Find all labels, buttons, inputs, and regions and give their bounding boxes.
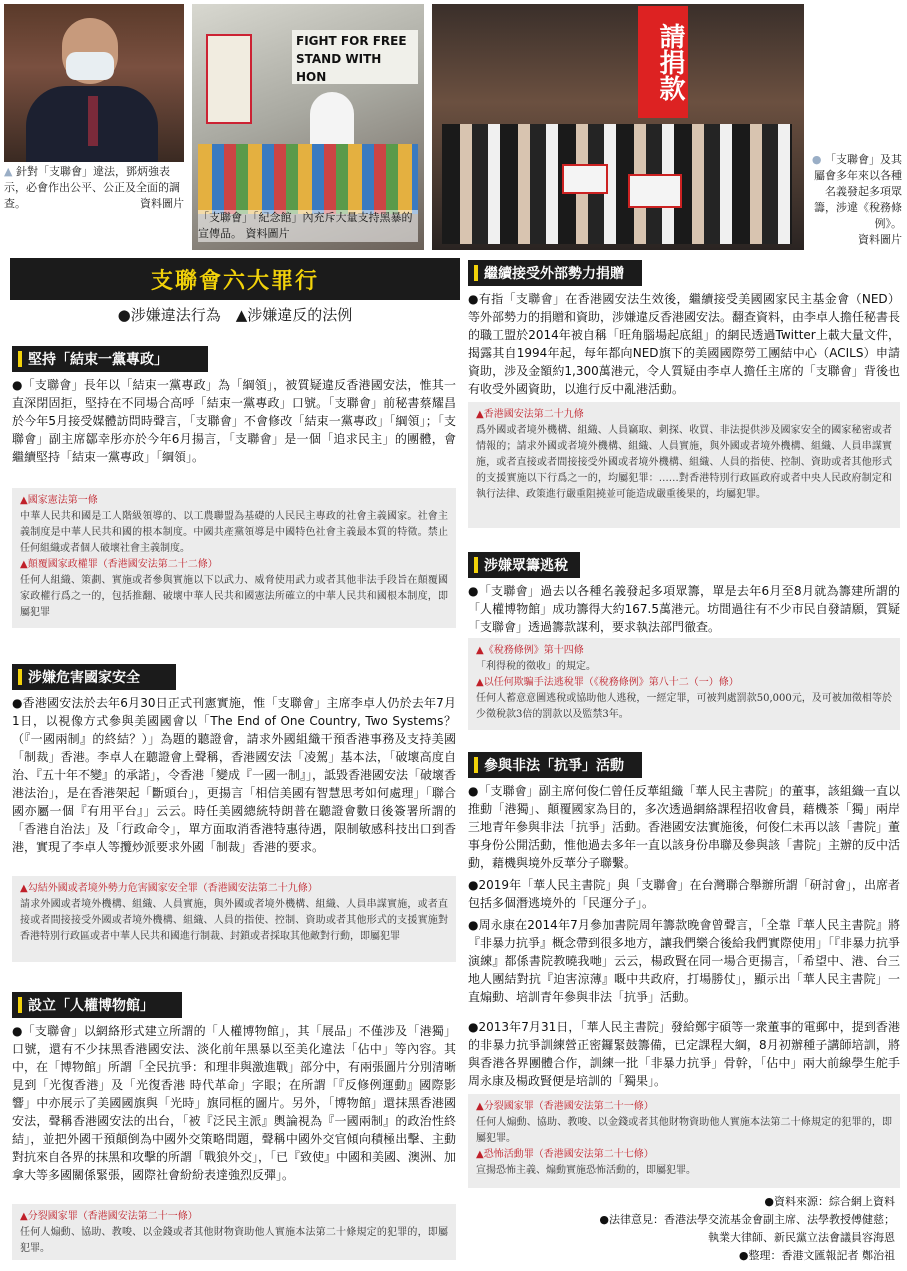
donation-box [628, 174, 682, 208]
law-body: 任何人煽動、協助、教唆、以金錢或者其他財物資助他人實施本法第二十條規定的犯罪的，即屬犯罪。 [20, 1227, 448, 1254]
section-header: 繼續接受外部勢力捐贈 [468, 260, 642, 286]
tie [88, 96, 98, 146]
header-marker [474, 265, 478, 281]
section-body: ●2019年「華人民主書院」與「支聯會」在台灣聯合舉辦所謂「研討會」，出席者包括多個潛逃境外的「民運分子」。 [468, 878, 900, 910]
law-body: 任何人煽動、協助、教唆、以金錢或者其他財物資助他人實施本法第二十條規定的犯罪的，即屬犯罪。 [476, 1117, 892, 1144]
donation-box [562, 164, 608, 194]
source-note: ●資料來源：綜合網上資料 [764, 1195, 895, 1208]
donation-sign: 請捐款 [638, 6, 688, 118]
section-body: ●周永康在2014年7月參加書院周年籌款晚會曾聲言，「全靠『華人民主書院』將『非暴力抗爭』概念帶到很多地方，讓我們樂合後給我們實際使用」「『非暴力抗爭演練』都係書院教曉我哋」云云，楊政賢在同一場合更揚言，「希望中、港、台三地人團結對抗『迫害涼薄』嘅中共政府，打場勝仗」，顯示出「華人民主書院」一直煽動、培訓青年參與非法「抗爭」活動。 [468, 918, 901, 1004]
law-title: ▲以任何欺騙手法逃稅罪（《稅務條例》第八十二（一）條） [476, 677, 739, 688]
law-body: 宣揚恐怖主義、煽動實施恐怖活動的，即屬犯罪。 [476, 1165, 696, 1176]
face-mask [66, 52, 114, 80]
section-header: 參與非法「抗爭」活動 [468, 752, 642, 778]
law-body: 爲外國或者境外機構、組織、人員竊取、刺探、收買、非法提供涉及國家安全的國家秘密或者情報的；請求外國或者境外機構、組織、人員實施，與外國或者境外機構、組織、人員串謀實施，或者直接或者間接接受外國或者境外機構、組織、人員的指使、控制、資助或者其他形式的支援實施以下行爲之一的，均屬犯罪：……對香港特別行政區政府或者中央人民政府制定和執行法律、政策進行嚴重阻撓並可能造成嚴重後果的，均屬犯罪。 [476, 425, 892, 500]
caption-fundraising: ● 「支聯會」及其屬會多年來以各種名義發起多項眾籌，涉違《稅務條例》。 資料圖片 [811, 153, 902, 246]
section-body: ●「支聯會」長年以「結束一黨專政」為「綱領」，被質疑違反香港國安法，惟其一直深閉固拒，堅持在不同場合高呼「結束一黨專政」口號。「支聯會」前秘書蔡耀昌於今年5月接受媒體訪問時聲言，「支聯會」不會修改「結束一黨專政」「綱領」；「支聯會」副主席鄒幸彤亦於今年6月揚言，「支聯會」是一個「追求民主」的團體，會繼續堅持「結束一黨專政」「綱領」。 [12, 378, 456, 464]
section-body: ●「支聯會」副主席何俊仁曾任反華組織「華人民主書院」的董事，該組織一直以推動「港獨」、顛覆國家為目的，多次透過網絡課程招收會員，藉機茶「獨」兩岸三地青年參與非法「抗爭」活動。香港國安法實施後，何俊仁未再以該「書院」董事身份公開活動，惟他過去多年一直以該身份串聯及參與該「書院」主辦的反中活動，藉機與境外反華分子聯繫。 [468, 784, 901, 870]
photo-official [4, 4, 184, 162]
law-title: ▲《稅務條例》第十四條 [476, 645, 584, 656]
section-body: ●「支聯會」以網絡形式建立所謂的「人權博物館」，其「展品」不僅涉及「港獨」口號，還有不少抹黑香港國安法、淡化前年黑暴以至美化違法「佔中」等內容。其中，在「博物館」所謂「全民抗爭：和理非與激進戰」部分中，有兩張圖片分別清晰見到「光復香港」及「光復香港 時代革命」字眼；在所謂「『反修例運動』國際影響」中亦展示了美國國旗與「光時」旗同框的圖片。另外，「博物館」還抹黑香港國安法，聲稱香港國安法的出台，「被『泛民主派』輿論視為『一國兩制』的政治性終結」，並把外國干預顛倒為中國外交策略問題，聲稱中國外交官傾向積極出擊、主動對抗來自各界的抹黑和攻擊的所謂「戰狼外交」，「已『致使』中國和美國、澳洲、加拿大等多國關係緊張，國際社會紛紛表達強烈反彈」。 [12, 1024, 457, 1182]
banner-sign: FIGHT FOR FREE STAND WITH HON [292, 30, 418, 84]
section-header: 設立「人權博物館」 [12, 992, 182, 1018]
legal-opinion: 執業大律師、新民黨立法會議員容海恩 [708, 1231, 895, 1244]
section-header: 涉嫌危害國家安全 [12, 664, 176, 690]
law-box [468, 1094, 900, 1188]
section-header: 涉嫌眾籌逃稅 [468, 552, 580, 578]
law-title: ▲顛覆國家政權罪（香港國安法第二十二條） [20, 559, 218, 570]
law-box [468, 638, 900, 730]
header-marker [18, 351, 22, 367]
overlay-caption: 「支聯會」「紀念館」內充斥大量支持黑暴的宣傳品。 資料圖片 [198, 210, 418, 242]
law-title: ▲分裂國家罪（香港國安法第二十一條） [20, 1211, 198, 1222]
editor-credit: ●整理：香港文匯報記者 鄭治祖 [738, 1249, 895, 1262]
section-body: ●香港國安法於去年6月30日正式刊憲實施，惟「支聯會」主席李卓人仍於去年7月1日，以視像方式參與美國國會以「The End of One Country, Two Systems？（『一國兩制』的終結？）」為題的聽證會，請求外國組織干預香港事務及支持美國「制裁」香港。李卓人在聽證會上聲稱，香港國安法「凌駕」基本法，「破壞高度自治、『五十年不變』的承諾」，令香港「變成『一國一制』」，詆毀香港國安法「破壞香港法治」，是在香港架起「斷頭台」，更揚言「相信美國有智慧思考如何處理」「聯合國亦屬一個『有用平台』」云云。時任美國總統特朗普在聽證會數日後簽署所謂的「香港自治法」及「行政命令」，單方面取消香港特惠待遇，限制敏感科技出口到香港，實現了李卓人等攬炒派要求外國「制裁」香港的要求。 [12, 696, 457, 854]
photo-museum [192, 4, 424, 250]
section-header: 堅持「結束一黨專政」 [12, 346, 208, 372]
header-marker [474, 557, 478, 573]
law-title: ▲國家憲法第一條 [20, 495, 98, 506]
header-marker [18, 669, 22, 685]
law-title: ▲香港國安法第二十九條 [476, 409, 584, 420]
law-body: 請求外國或者境外機構、組織、人員實施，與外國或者境外機構、組織、人員串謀實施，或者直接或者間接接受外國或者境外機構、組織、人員的指使、控制、資助或者其他形式的支援實施對香港特別行政區或者中華人民共和國進行制裁、封鎖或者採取其他敵對行動，即屬犯罪 [20, 899, 448, 942]
legend: ●涉嫌違法行為 ▲涉嫌違反的法例 [117, 306, 353, 324]
law-body: 中華人民共和國是工人階級領導的、以工農聯盟為基礎的人民民主專政的社會主義國家。社會主義制度是中華人民共和國的根本制度。中國共產黨領導是中國特色社會主義最本質的特徵。禁止任何組織或者個人破壞社會主義制度。 [20, 511, 448, 554]
law-box [12, 488, 456, 628]
law-title: ▲分裂國家罪（香港國安法第二十一條） [476, 1101, 654, 1112]
section-body: ●有指「支聯會」在香港國安法生效後，繼續接受美國國家民主基金會（NED）等外部勢力的捐贈和資助，涉嫌違反香港國安法。翻查資料，由李卓人擔任秘書長的職工盟於2014年被自稱「旺角腦場起底組」的網民透過Twitter上載大量文件，揭露其自1994年起，每年都向NED旗下的美國國際勞工團結中心（ACILS）申請資助，涉及金額約1,300萬港元，令人質疑由李卓人擔任主席的「支聯會」背後也有收受外國資助，以進行反中亂港活動。 [468, 292, 901, 396]
law-body: 任何人蓄意意圖逃稅或協助他人逃稅，一經定罪，可被判處罰款50,000元，及可被加徵相等於少徵稅款3倍的罰款以及監禁3年。 [476, 693, 892, 720]
page-title: 支聯會六大罪行 [10, 258, 460, 300]
law-title: ▲勾結外國或者境外勢力危害國家安全罪（香港國安法第二十九條） [20, 883, 318, 894]
protest-poster [206, 34, 252, 124]
photo-fundraising [432, 4, 804, 250]
header-marker [18, 997, 22, 1013]
law-body: 任何人組織、策劃、實施或者參與實施以下以武力、威脅使用武力或者其他非法手段旨在顛覆國家政權行爲之一的，包括推翻、破壞中華人民共和國憲法所確立的中華人民共和國根本制度，即屬犯罪 [20, 575, 448, 618]
crowd [442, 124, 792, 244]
header-marker [474, 757, 478, 773]
mural [198, 144, 418, 214]
legal-opinion: ●法律意見：香港法學交流基金會副主席、法學教授傅健慈； [599, 1213, 895, 1226]
section-body: ●「支聯會」過去以各種名義發起多項眾籌，單是去年6月至8月就為籌建所謂的「人權博物館」成功籌得大約167.5萬港元。坊間過往有不少市民自發請願，質疑「支聯會」透過籌款謀利，要求執法部門徹查。 [468, 584, 900, 634]
law-box [468, 402, 900, 528]
law-title: ▲恐怖活動罪（香港國安法第二十七條） [476, 1149, 654, 1160]
caption-official: ▲ 針對「支聯會」違法，鄧炳強表示，必會作出公平、公正及全面的調查。 資料圖片 [4, 165, 184, 210]
law-body: 「利得稅的徵收」的規定。 [476, 661, 596, 672]
law-box [12, 876, 456, 962]
law-box [12, 1204, 456, 1260]
section-body: ●2013年7月31日，「華人民主書院」發給鄭宇碩等一衆董事的電郵中，提到香港的非暴力抗爭訓練營正密鑼緊鼓籌備，已定課程大綱，8月初辦種子講師培訓，將與香港各界團體合作，訓練一批「非暴力抗爭」骨幹，「佔中」兩大前線學生舵手周永康及楊政賢便是培訓的「獨果」。 [468, 1020, 900, 1088]
